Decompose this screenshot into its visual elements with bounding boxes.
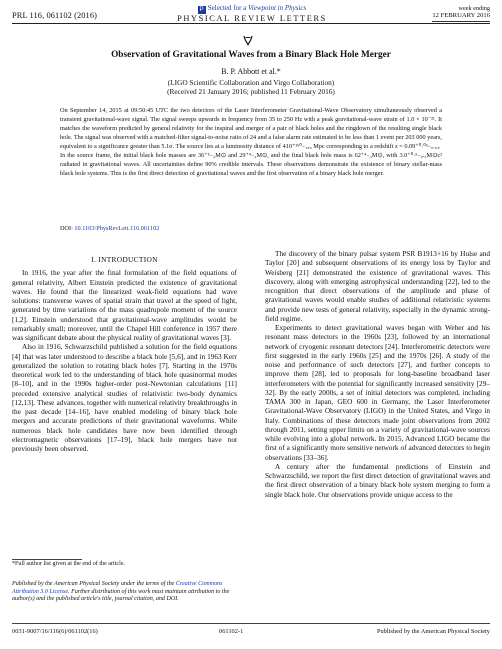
author-footnote: *Full author list given at the end of the article.: [12, 561, 126, 567]
doi-line: [60, 225, 159, 232]
body-paragraph: In 1916, the year after the final formulation of the field equations of general relativity, Albert Einstein predicted the existence of gravitational waves. He found that the linearized weak-field equations had wave solutions: transverse waves of spatial strain that travel at the speed of light, generated by time variations of the mass quadrupole moment of the source [1,2]. Einstein understood that gravitational-wave amplitudes would be remarkably small; moreover, until the Chapel Hill conference in 1957 there was significant debate about the physical reality of gravitational waves [3].: [12, 268, 237, 342]
issn-code: 0031-9007/16/116(6)/061102(16): [12, 628, 98, 635]
viewpoint-notice[interactable]: P Selected for a Viewpoint in Physics: [199, 4, 307, 13]
author-list: [20, 67, 482, 76]
body-paragraph: Also in 1916, Schwarzschild published a solution for the field equations [4] that was later understood to describe a black hole [5,6], and in 1963 Kerr generalized the solution to rotating black holes [7]. Starting in the 1970s theoretical work led to the understanding of black hole quasinormal modes [8–10], and in the 1990s higher-order post-Newtonian calculations [11] preceded extensive analytical studies of relativistic two-body dynamics [12,13]. These advances, together with numerical relativity breakthroughs in the past decade [14–16], have enabled modeling of binary black hole mergers and accurate predictions of their gravitational waveforms. While numerous black hole candidates have now been identified through electromagnetic observations [17–19], black hole mergers have not previously been observed.: [12, 342, 237, 453]
journal-name: PHYSICAL REVIEW LETTERS: [177, 14, 327, 23]
body-paragraph: Experiments to detect gravitational waves began with Weber and his resonant mass detectors in the 1960s [23], followed by an international network of cryogenic resonant detectors [24]. Interferometric detectors were first suggested in the early 1960s [25] and the 1970s [26]. A study of the noise and performance of such detectors [27], and further concepts to improve them [28], led to proposals for long-baseline broadband laser interferometers with the potential for significantly increased sensitivity [29–32]. By the early 2000s, a set of initial detectors was completed, including TAMA 300 in Japan, GEO 600 in Germany, the Laser Interferometer Gravitational-Wave Observatory (LIGO) in the United States, and Virgo in Italy. Combinations of these detectors made joint observations from 2002 through 2011, setting upper limits on a variety of gravitational-wave sources while evolving into a global network. In 2015, Advanced LIGO became the first of a significantly more sensitive network of advanced detectors to begin observations [33–36].: [265, 323, 490, 462]
viewpoint-link[interactable]: Viewpoint: [248, 4, 276, 12]
authors-text[interactable]: B. P. Abbott et al.*: [221, 67, 281, 76]
article-title: Observation of Gravitational Waves from a Binary Black Hole Merger: [111, 50, 391, 60]
license-link[interactable]: Creative Commons Attribution 3.0 License: [12, 581, 223, 595]
doi-label: DOI:: [60, 225, 75, 232]
affiliation-block: [20, 78, 482, 96]
issue-date-block: [432, 5, 490, 22]
left-column: [12, 255, 237, 453]
abstract-paragraph: In the source frame, the initial black hole masses are 36⁺⁵₋₄M⊙ and 29⁺⁴₋₄M⊙, and the final black hole mass is 62⁺⁴₋₄M⊙, with 3.0⁺⁰·⁵₋₀.₅M⊙c² radiated in gravitational waves. All uncertainties define 90% credible intervals. These observations demonstrate the existence of binary stellar-mass black hole systems. This is the first direct detection of gravitational waves and the first observation of a binary black hole merger.: [60, 152, 442, 177]
license-notice: Published by the American Physical Society under the terms of the Creative Commons Attribution 3.0 License. Further distribution of this work must maintain attribution to the author(s) and the published article's title, journal citation, and DOI.: [12, 581, 230, 603]
header-divider: [12, 23, 490, 24]
doi-link[interactable]: 10.1103/PhysRevLett.116.061102: [74, 225, 160, 232]
viewpoint-icon: P: [199, 7, 204, 13]
body-paragraph: The discovery of the binary pulsar system PSR B1913+16 by Hulse and Taylor [20] and subsequent observations of its energy loss by Taylor and Weisberg [21] demonstrated the existence of gravitational waves. This discovery, along with emerging astrophysical understanding [22], led to the recognition that direct observations of the amplitude and phase of gravitational waves would enable studies of additional relativistic systems and provide new tests of general relativity, especially in the dynamic strong-field regime.: [265, 249, 490, 323]
abstract: [60, 106, 442, 178]
page-number: 061102-1: [219, 628, 244, 635]
issue-date: 12 FEBRUARY 2016: [432, 12, 490, 21]
abstract-paragraph: On September 14, 2015 at 09:50:45 UTC the two detectors of the Laser Interferometer Gravitational-Wave Observatory simultaneously observed a transient gravitational-wave signal. The signal sweeps upwards in frequency from 35 to 250 Hz with a peak gravitational-wave strain of 1.0 × 10⁻²¹. It matches the waveform predicted by general relativity for the inspiral and merger of a pair of black holes and the ringdown of the resulting single black hole. The signal was observed with a matched-filter signal-to-noise ratio of 24 and a false alarm rate estimated to be less than 1 event per 203 000 years, equivalent to a significance greater than 5.1σ. The source lies at a luminosity distance of 410⁺¹⁶⁰₋₁₈₀ Mpc corresponding to a redshift z = 0.09⁺⁰·⁰³₋₀.₀₄.: [60, 107, 442, 150]
crossmark-icon[interactable]: [242, 34, 254, 46]
journal-header: [152, 4, 352, 24]
footer-divider: [12, 623, 490, 624]
section-heading: I. INTRODUCTION: [91, 255, 158, 264]
week-ending-label: week ending: [458, 5, 490, 12]
affiliation: (LIGO Scientific Collaboration and Virgo Collaboration): [167, 78, 335, 87]
received-dates: (Received 21 January 2016; published 11 February 2016): [167, 87, 335, 96]
footnote-divider: [12, 559, 82, 560]
right-column: [265, 249, 490, 499]
journal-citation: PRL 116, 061102 (2016): [12, 11, 98, 20]
body-paragraph: A century after the fundamental predictions of Einstein and Schwarzschild, we report the first direct detection of gravitational waves and the first direct observation of a binary black hole system merging to form a single black hole. Our observations provide unique access to the: [265, 461, 490, 499]
publisher-line: Published by the American Physical Society: [376, 628, 490, 635]
